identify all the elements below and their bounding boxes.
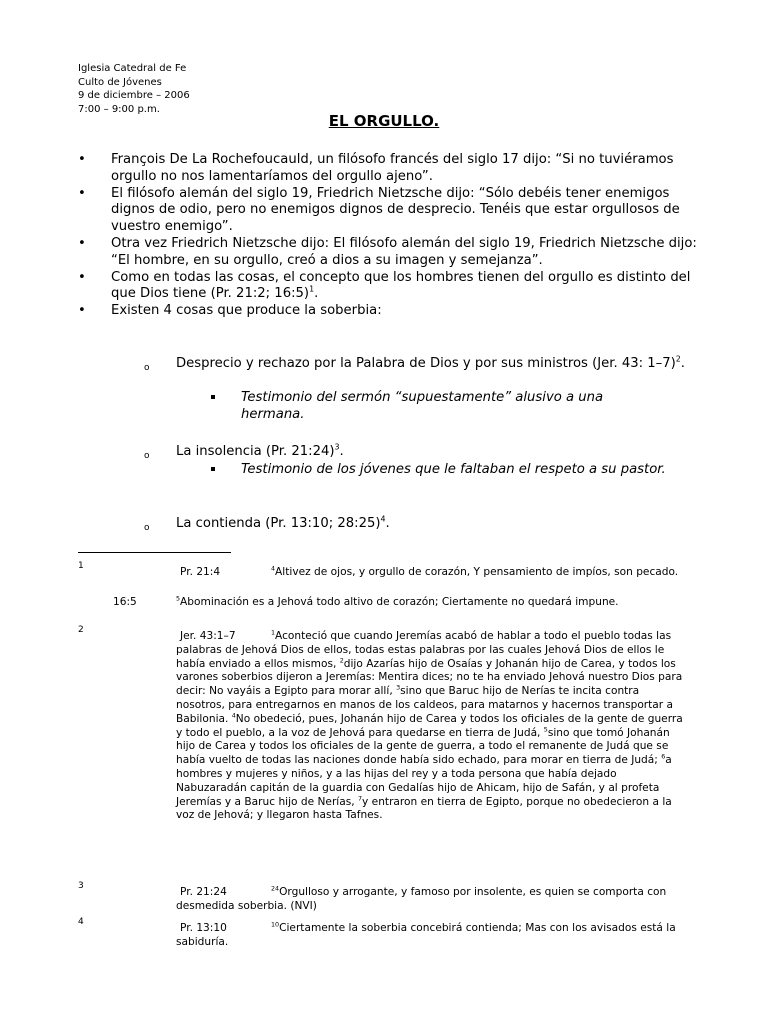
footnote-separator	[78, 552, 231, 553]
verse-text: $^1$Aconteció que cuando Jeremías acabó de hablar a todo el pueblo todas las palabras de Jehová Dios de ellos, todas estas palabras por las cuales Jehová Dios de ellos le había enviado a ellos mismos, $^2$dijo Azarías hijo de Osaías y Johanán hijo de Carea, y todos los varones soberbios dijeron a Jeremías: Mentira dices; no te ha enviado Jehová nuestro Dios para decir: No vayáis a Egipto para morar allí, $^3$sino que Baruc hijo de Nerías te incita contra nosotros, para entregarnos en manos de los caldeos, para matarnos y hacernos transportar a Babilonia. $^4$No obedeció, pues, Johanán hijo de Carea y todos los oficiales de la gente de guerra y todo el pueblo, a la voz de Jehová para quedarse en tierra de Judá, $^5$sino que tomó Johanán hijo de Carea y todos los oficiales de la gente de guerra, a todo el remanente de Judá que se había vuelto de todas las naciones donde había sido echado, para morar en tierra de Judá; $^6$a hombres y mujeres y niños, y a las hijas del rey y a toda persona que había dejado Nabuzaradán capitán de la guardia con Gedalías hijo de Ahicam, hijo de Safán, y al profeta Jeremías y a Baruc hijo de Nerías, $^7$y entraron en tierra de Egipto, porque no obedecieron a la voz de Jehová; y llegaron hasta Tafnes.	[176, 629, 683, 822]
footnote-number: 4	[78, 917, 84, 927]
bullet-item: • El filósofo alemán del siglo 19, Friedrich Nietzsche dijo: “Sólo debéis tener enemigos dignos de odio, pero no enemigos dignos de desprecio. Tenéis que estar orgullosos de vuestro enemigo”.	[78, 185, 680, 235]
bullet-icon: •	[78, 152, 86, 167]
footnote-ref[interactable]: 4	[380, 514, 386, 524]
bullet-item: • François De La Rochefoucauld, un filósofo francés del siglo 17 dijo: “Si no tuviéramos orgullo no nos lamentaríamos del orgullo ajeno”.	[78, 152, 674, 184]
verse-reference: Pr. 13:10	[180, 922, 227, 934]
footnote-ref[interactable]: 1	[309, 284, 315, 294]
circle-bullet-icon: o	[144, 363, 150, 373]
verse-reference: Jer. 43:1–7	[180, 630, 236, 642]
bullet-item: • Otra vez Friedrich Nietzsche dijo: El filósofo alemán del siglo 19, Friedrich Nietzsche dijo: “El hombre, en su orgullo, creó a dios a su imagen y semejanza”.	[78, 235, 697, 268]
verse-text: $^{10}$Ciertamente la soberbia concebirá contienda; Mas con los avisados está la sabiduría.	[176, 921, 676, 948]
bullet-icon: •	[78, 303, 86, 319]
footnote-ref[interactable]: 3	[334, 442, 340, 452]
circle-bullet-icon: o	[144, 451, 150, 461]
bullet-item: • Como en todas las cosas, el concepto que los hombres tienen del orgullo es distinto del que Dios tiene (Pr. 21:2; 16:5)$^1$.	[78, 269, 691, 302]
bullet-icon: •	[78, 235, 86, 251]
verse-text: $^4$Altivez de ojos, y orgullo de corazón, Y pensamiento de impíos, son pecado.	[271, 565, 679, 578]
church-name: Iglesia Catedral de Fe	[78, 63, 187, 74]
event-name: Culto de Jóvenes	[78, 76, 162, 88]
verse-text: $^{24}$Orgulloso y arrogante, y famoso por insolente, es quien se comporta con desmedida soberbia. (NVI)	[176, 885, 667, 912]
page-title: EL ORGULLO.	[328, 112, 440, 130]
document-header	[78, 62, 190, 116]
square-bullet-icon	[211, 467, 215, 471]
bullet-icon: •	[78, 185, 86, 201]
footnote-number: 3	[78, 881, 84, 891]
bullet-list	[78, 152, 698, 320]
footnote-ref[interactable]: 2	[675, 354, 681, 364]
square-bullet-icon	[211, 395, 215, 399]
footnote-number: 2	[78, 625, 84, 635]
bullet-item: • Existen 4 cosas que produce la soberbia:	[78, 303, 382, 319]
event-date: 9 de diciembre – 2006	[78, 90, 190, 101]
verse-reference: Pr. 21:24	[180, 886, 227, 898]
document-page: Iglesia Catedral de Fe Culto de Jóvenes 9 de diciembre – 2006 7:00 – 9:00 p.m. EL ORGULLO. • François De La Rochefoucauld, un filósofo francés del siglo 17 dijo: “Si no tuviéramos orgullo no nos lamentaríamos del orgullo ajeno”. • El filósofo alemán del siglo 19, Friedrich Nietzsche dijo: “Sólo debéis tener enemigos dignos de odio, pero no enemigos dignos de desprecio. Tenéis que estar orgullosos de vuestro enemigo”. • Otra vez Friedrich Nietzsche dijo: El filósofo alemán del siglo 19, Friedrich Nietzsche dijo: “El hombre, en su orgullo, creó a dios a su imagen y semejanza”. • Como en todas las cosas, el concepto que los hombres tienen del orgullo es distinto del que Dios tiene (Pr. 21:2; 16:5)$^1$. • Existen 4 cosas que produce la soberbia: o Desprecio y rechazo por la Palabra de Dios y por sus ministros (Jer. 43: 1–7)$^2$. Testimonio del sermón “supuestamente” alusivo a una hermana. o La insolencia (Pr. 21:24)$^3$. Testimonio de los jóvenes que le faltaban el respeto a su pastor. o La contienda (Pr. 13:10; 28:25)$^4$. 1 Pr. 21:4 $^4$Altivez de ojos, y orgullo de corazón, Y pensamiento de impíos, son pecado. 16:5 $^5$Abominación es a Jehová todo altivo de corazón; Ciertamente no quedará impune. 2 Jer. 43:1–7 $^1$Aconteció que cuando Jeremías acabó de hablar a todo el pueblo todas las palabras de Jehová Dios de ellos, todas estas palabras por las cuales Jehová Dios de ellos le había enviado a ellos mismos, $^2$dijo Azarías hijo de Osaías y Johanán hijo de Carea, y todos los varones soberbios dijeron a Jeremías: Mentira dices; no te ha enviado Jehová nuestro Dios para decir: No vayáis a Egipto para morar allí, $^3$sino que Baruc hijo de Nerías te incita contra nosotros, para entregarnos en manos de los caldeos, para matarnos y hacernos transportar a Babilonia. $^4$No obedeció, pues, Johanán hijo de Carea y todos los oficiales de la gente de guerra y todo el pueblo, a la voz de Jehová para quedarse en tierra de Judá, $^5$sino que tomó Johanán hijo de Carea y todos los oficiales de la gente de guerra, a todo el remanente de Judá que se había vuelto de todas las naciones donde había sido echado, para morar en tierra de Judá; $^6$a hombres y mujeres y niños, y a las hijas del rey y a toda persona que había dejado Nabuzaradán capitán de la guardia con Gedalías hijo de Ahicam, hijo de Safán, y al profeta Jeremías y a Baruc hijo de Nerías, $^7$y entraron en tierra de Egipto, porque no obedecieron a la voz de Jehová; y llegaron hasta Tafnes. 3 Pr. 21:24 $^{24}$Orgulloso y arrogante, y famoso por insolente, es quien se comporta con desmedida soberbia. (NVI) 4 Pr. 13:10 $^{10}$Ciertamente la soberbia concebirá contienda; Mas con los avisados está la sabiduría.	[0, 0, 768, 1024]
verse-text: $^5$Abominación es a Jehová todo altivo de corazón; Ciertamente no quedará impune.	[176, 595, 619, 608]
verse-reference: Pr. 21:4	[180, 566, 221, 578]
event-time: 7:00 – 9:00 p.m.	[78, 103, 160, 115]
circle-bullet-icon: o	[144, 523, 150, 533]
verse-reference: 16:5	[113, 596, 137, 608]
bullet-icon: •	[78, 269, 86, 285]
footnote-number: 1	[78, 561, 84, 571]
